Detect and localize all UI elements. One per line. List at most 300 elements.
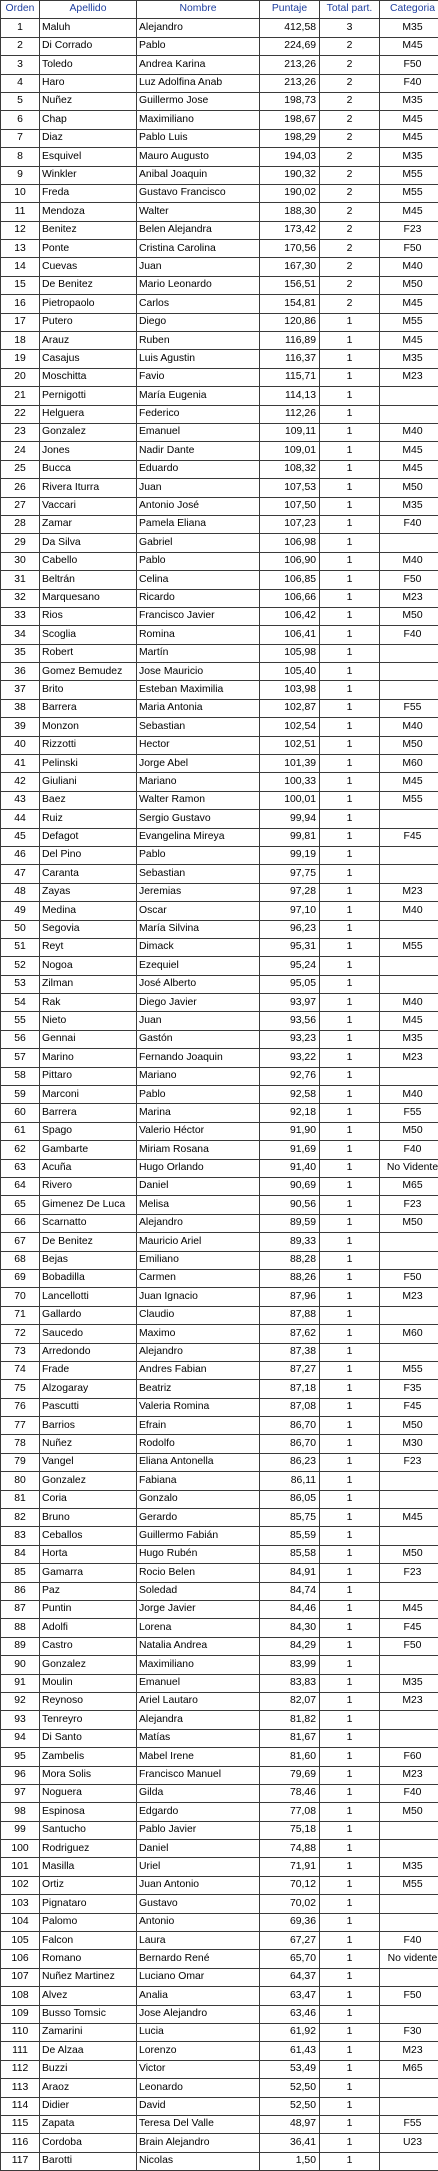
cell-orden: 78 [1,1435,40,1453]
cell-puntaje: 85,59 [260,1527,320,1545]
cell-total-part: 1 [320,1472,380,1490]
cell-apellido: Helguera [40,405,137,423]
cell-total-part: 1 [320,423,380,441]
cell-categoria: M40 [380,552,438,570]
cell-orden: 32 [1,589,40,607]
cell-orden: 58 [1,1067,40,1085]
cell-puntaje: 188,30 [260,203,320,221]
cell-total-part: 1 [320,2152,380,2170]
table-row [1,423,438,441]
cell-puntaje: 89,59 [260,1214,320,1232]
table-row [1,1288,438,1306]
cell-total-part: 2 [320,258,380,276]
cell-puntaje: 69,36 [260,1913,320,1931]
table-row [1,663,438,681]
table-row [1,828,438,846]
cell-puntaje: 170,56 [260,240,320,258]
cell-nombre: Guillermo Fabián [137,1527,260,1545]
table-row [1,92,438,110]
cell-nombre: Esteban Maximilia [137,681,260,699]
cell-orden: 89 [1,1637,40,1655]
cell-nombre: Pablo [137,846,260,864]
cell-nombre: Gastón [137,1030,260,1048]
cell-categoria [380,865,438,883]
table-row [1,1490,438,1508]
cell-apellido: Santucho [40,1821,137,1839]
cell-total-part: 1 [320,791,380,809]
cell-nombre: Francisco Javier [137,607,260,625]
cell-apellido: Mendoza [40,203,137,221]
cell-total-part: 1 [320,994,380,1012]
cell-apellido: Alzogaray [40,1380,137,1398]
cell-apellido: Segovia [40,920,137,938]
table-row [1,810,438,828]
cell-apellido: Vangel [40,1453,137,1471]
cell-categoria: M45 [380,773,438,791]
table-row [1,1803,438,1821]
cell-orden: 99 [1,1821,40,1839]
cell-categoria [380,1582,438,1600]
cell-orden: 27 [1,497,40,515]
table-row [1,221,438,239]
header-puntaje: Puntaje [260,1,320,19]
table-row [1,1895,438,1913]
cell-total-part: 1 [320,644,380,662]
cell-categoria: F40 [380,1932,438,1950]
cell-puntaje: 86,11 [260,1472,320,1490]
cell-nombre: Maximiliano [137,111,260,129]
cell-total-part: 1 [320,1214,380,1232]
cell-categoria: M45 [380,1600,438,1618]
cell-orden: 106 [1,1950,40,1968]
cell-nombre: Fernando Joaquin [137,1049,260,1067]
cell-total-part: 1 [320,1012,380,1030]
cell-total-part: 1 [320,1582,380,1600]
cell-categoria [380,534,438,552]
cell-apellido: Barrios [40,1417,137,1435]
table-row [1,1656,438,1674]
cell-puntaje: 115,71 [260,368,320,386]
table-row [1,350,438,368]
cell-nombre: Juan [137,479,260,497]
cell-apellido: De Alzaa [40,2042,137,2060]
cell-orden: 71 [1,1306,40,1324]
cell-apellido: De Benitez [40,1233,137,1251]
cell-orden: 21 [1,387,40,405]
cell-orden: 4 [1,74,40,92]
cell-apellido: Masilla [40,1858,137,1876]
cell-orden: 51 [1,938,40,956]
cell-puntaje: 93,97 [260,994,320,1012]
cell-orden: 37 [1,681,40,699]
table-row [1,1784,438,1802]
table-row [1,1361,438,1379]
cell-total-part: 1 [320,1251,380,1269]
cell-categoria: M50 [380,1545,438,1563]
cell-puntaje: 106,85 [260,571,320,589]
cell-apellido: Scoglia [40,626,137,644]
table-row [1,2097,438,2115]
cell-total-part: 1 [320,571,380,589]
cell-categoria: M50 [380,1417,438,1435]
cell-nombre: Bernardo René [137,1950,260,1968]
cell-apellido: Jones [40,442,137,460]
cell-apellido: Freda [40,184,137,202]
cell-nombre: Emiliano [137,1251,260,1269]
cell-puntaje: 84,30 [260,1619,320,1637]
cell-categoria [380,1472,438,1490]
cell-nombre: Jose Alejandro [137,2005,260,2023]
cell-puntaje: 99,81 [260,828,320,846]
table-row [1,883,438,901]
cell-puntaje: 53,49 [260,2060,320,2078]
cell-total-part: 1 [320,607,380,625]
cell-apellido: Gonzalez [40,1656,137,1674]
cell-puntaje: 102,51 [260,736,320,754]
cell-apellido: Benitez [40,221,137,239]
cell-puntaje: 64,37 [260,1968,320,1986]
cell-apellido: De Benitez [40,276,137,294]
cell-apellido: Gomez Bemudez [40,663,137,681]
table-row [1,571,438,589]
cell-orden: 19 [1,350,40,368]
cell-nombre: Nicolas [137,2152,260,2170]
cell-categoria: F50 [380,571,438,589]
cell-nombre: Pablo Javier [137,1821,260,1839]
cell-apellido: Brito [40,681,137,699]
cell-puntaje: 96,23 [260,920,320,938]
cell-categoria: M55 [380,166,438,184]
cell-total-part: 1 [320,1729,380,1747]
table-row [1,1472,438,1490]
cell-nombre: Emanuel [137,1674,260,1692]
table-row [1,1325,438,1343]
cell-apellido: Saucedo [40,1325,137,1343]
cell-nombre: Luz Adolfina Anab [137,74,260,92]
cell-total-part: 1 [320,957,380,975]
table-row [1,994,438,1012]
cell-orden: 56 [1,1030,40,1048]
cell-total-part: 2 [320,129,380,147]
cell-total-part: 1 [320,846,380,864]
cell-puntaje: 100,01 [260,791,320,809]
cell-nombre: Maximiliano [137,1656,260,1674]
cell-categoria: F50 [380,56,438,74]
cell-orden: 8 [1,148,40,166]
cell-puntaje: 106,41 [260,626,320,644]
cell-total-part: 1 [320,1141,380,1159]
table-row [1,1527,438,1545]
cell-apellido: Nieto [40,1012,137,1030]
cell-categoria [380,1840,438,1858]
cell-puntaje: 109,11 [260,423,320,441]
cell-categoria: M23 [380,589,438,607]
cell-nombre: Hugo Rubén [137,1545,260,1563]
cell-nombre: Jose Mauricio [137,663,260,681]
cell-orden: 72 [1,1325,40,1343]
cell-orden: 73 [1,1343,40,1361]
cell-orden: 92 [1,1692,40,1710]
cell-categoria: M23 [380,1766,438,1784]
table-row [1,1821,438,1839]
table-row [1,1380,438,1398]
cell-apellido: Bejas [40,1251,137,1269]
table-row [1,240,438,258]
cell-categoria: M50 [380,736,438,754]
cell-orden: 6 [1,111,40,129]
cell-apellido: Buzzi [40,2060,137,2078]
cell-apellido: Coria [40,1490,137,1508]
cell-total-part: 1 [320,1178,380,1196]
cell-puntaje: 48,97 [260,2115,320,2133]
cell-orden: 82 [1,1509,40,1527]
cell-nombre: Antonio José [137,497,260,515]
table-row [1,166,438,184]
cell-puntaje: 95,31 [260,938,320,956]
cell-categoria: F55 [380,1104,438,1122]
cell-puntaje: 85,58 [260,1545,320,1563]
cell-categoria: F55 [380,2115,438,2133]
cell-total-part: 1 [320,938,380,956]
cell-apellido: Gambarte [40,1141,137,1159]
cell-orden: 97 [1,1784,40,1802]
cell-orden: 20 [1,368,40,386]
cell-total-part: 1 [320,1288,380,1306]
cell-nombre: Antonio [137,1913,260,1931]
cell-categoria: M35 [380,1030,438,1048]
cell-total-part: 1 [320,350,380,368]
cell-apellido: Reyt [40,938,137,956]
table-row [1,644,438,662]
table-row [1,2134,438,2152]
cell-nombre: David [137,2097,260,2115]
cell-categoria: M50 [380,1803,438,1821]
table-row [1,1196,438,1214]
cell-apellido: Putero [40,313,137,331]
cell-categoria: M55 [380,938,438,956]
table-row [1,2042,438,2060]
cell-total-part: 1 [320,755,380,773]
table-row [1,1086,438,1104]
table-row [1,1748,438,1766]
cell-puntaje: 81,60 [260,1748,320,1766]
table-row [1,2079,438,2097]
cell-puntaje: 97,75 [260,865,320,883]
table-row [1,938,438,956]
table-row [1,460,438,478]
cell-orden: 105 [1,1932,40,1950]
cell-categoria: M45 [380,37,438,55]
cell-apellido: Moulin [40,1674,137,1692]
cell-nombre: Mariano [137,1067,260,1085]
cell-orden: 65 [1,1196,40,1214]
table-row [1,681,438,699]
cell-orden: 39 [1,718,40,736]
cell-puntaje: 70,12 [260,1876,320,1894]
cell-nombre: Sebastian [137,718,260,736]
table-row [1,1104,438,1122]
cell-nombre: José Alberto [137,975,260,993]
cell-total-part: 1 [320,1895,380,1913]
cell-nombre: Natalia Andrea [137,1637,260,1655]
table-row [1,1637,438,1655]
cell-nombre: Valeria Romina [137,1398,260,1416]
table-row [1,129,438,147]
cell-nombre: Mauricio Ariel [137,1233,260,1251]
cell-categoria: M55 [380,1361,438,1379]
cell-puntaje: 102,54 [260,718,320,736]
cell-nombre: Mauro Augusto [137,148,260,166]
cell-puntaje: 106,98 [260,534,320,552]
cell-apellido: Rivera Iturra [40,479,137,497]
cell-total-part: 1 [320,313,380,331]
cell-categoria: F23 [380,1453,438,1471]
cell-puntaje: 70,02 [260,1895,320,1913]
cell-puntaje: 154,81 [260,295,320,313]
cell-categoria [380,810,438,828]
cell-categoria: M40 [380,994,438,1012]
cell-categoria [380,1895,438,1913]
cell-orden: 7 [1,129,40,147]
cell-orden: 94 [1,1729,40,1747]
cell-categoria: M45 [380,1012,438,1030]
cell-total-part: 1 [320,515,380,533]
cell-categoria [380,1306,438,1324]
cell-orden: 87 [1,1600,40,1618]
cell-categoria: M23 [380,883,438,901]
cell-nombre: Jorge Abel [137,755,260,773]
cell-nombre: Pamela Eliana [137,515,260,533]
cell-categoria: M40 [380,1086,438,1104]
cell-orden: 14 [1,258,40,276]
table-row [1,1858,438,1876]
cell-orden: 49 [1,902,40,920]
cell-puntaje: 213,26 [260,56,320,74]
cell-nombre: Martín [137,644,260,662]
cell-categoria: M60 [380,1325,438,1343]
cell-nombre: Federico [137,405,260,423]
cell-puntaje: 87,62 [260,1325,320,1343]
cell-orden: 35 [1,644,40,662]
cell-nombre: Walter [137,203,260,221]
cell-categoria: M30 [380,1435,438,1453]
cell-puntaje: 84,91 [260,1564,320,1582]
cell-puntaje: 107,23 [260,515,320,533]
cell-nombre: Oscar [137,902,260,920]
cell-nombre: Leonardo [137,2079,260,2097]
cell-orden: 83 [1,1527,40,1545]
cell-nombre: Rocio Belen [137,1564,260,1582]
cell-apellido: Da Silva [40,534,137,552]
cell-apellido: Gimenez De Luca [40,1196,137,1214]
cell-orden: 113 [1,2079,40,2097]
table-row [1,1932,438,1950]
table-row [1,2023,438,2041]
cell-total-part: 2 [320,56,380,74]
cell-nombre: María Eugenia [137,387,260,405]
cell-puntaje: 36,41 [260,2134,320,2152]
cell-orden: 28 [1,515,40,533]
cell-puntaje: 190,02 [260,184,320,202]
cell-nombre: Uriel [137,1858,260,1876]
cell-puntaje: 67,27 [260,1932,320,1950]
table-row [1,1564,438,1582]
cell-categoria: F40 [380,1141,438,1159]
cell-apellido: Cordoba [40,2134,137,2152]
cell-total-part: 1 [320,718,380,736]
cell-apellido: Di Santo [40,1729,137,1747]
cell-orden: 33 [1,607,40,625]
cell-puntaje: 100,33 [260,773,320,791]
cell-apellido: Paz [40,1582,137,1600]
table-row [1,1435,438,1453]
cell-orden: 64 [1,1178,40,1196]
table-row [1,1582,438,1600]
table-row [1,1950,438,1968]
cell-puntaje: 90,69 [260,1178,320,1196]
cell-orden: 70 [1,1288,40,1306]
cell-orden: 115 [1,2115,40,2133]
cell-nombre: Juan Ignacio [137,1288,260,1306]
cell-orden: 50 [1,920,40,938]
cell-nombre: Francisco Manuel [137,1766,260,1784]
cell-puntaje: 82,07 [260,1692,320,1710]
cell-total-part: 1 [320,1932,380,1950]
cell-apellido: Horta [40,1545,137,1563]
cell-orden: 47 [1,865,40,883]
cell-total-part: 1 [320,828,380,846]
cell-orden: 15 [1,276,40,294]
cell-orden: 62 [1,1141,40,1159]
cell-orden: 34 [1,626,40,644]
cell-orden: 69 [1,1269,40,1287]
cell-nombre: Cristina Carolina [137,240,260,258]
cell-puntaje: 85,75 [260,1509,320,1527]
table-row [1,791,438,809]
cell-categoria: M60 [380,755,438,773]
cell-nombre: Emanuel [137,423,260,441]
cell-total-part: 1 [320,2005,380,2023]
cell-orden: 26 [1,479,40,497]
cell-puntaje: 116,89 [260,332,320,350]
cell-nombre: Juan [137,1012,260,1030]
cell-nombre: Mabel Irene [137,1748,260,1766]
cell-nombre: Luis Agustin [137,350,260,368]
cell-total-part: 1 [320,442,380,460]
cell-categoria: F23 [380,1564,438,1582]
cell-categoria: M65 [380,2060,438,2078]
cell-categoria: F23 [380,1196,438,1214]
cell-apellido: Pittaro [40,1067,137,1085]
table-row [1,1159,438,1177]
cell-apellido: Gennai [40,1030,137,1048]
cell-total-part: 1 [320,1030,380,1048]
cell-categoria [380,1490,438,1508]
table-row [1,295,438,313]
cell-puntaje: 90,56 [260,1196,320,1214]
table-row [1,56,438,74]
cell-orden: 29 [1,534,40,552]
cell-total-part: 1 [320,1913,380,1931]
cell-apellido: Monzon [40,718,137,736]
cell-orden: 9 [1,166,40,184]
cell-orden: 13 [1,240,40,258]
cell-puntaje: 74,88 [260,1840,320,1858]
cell-puntaje: 95,24 [260,957,320,975]
cell-total-part: 2 [320,203,380,221]
cell-apellido: Rak [40,994,137,1012]
table-row [1,74,438,92]
